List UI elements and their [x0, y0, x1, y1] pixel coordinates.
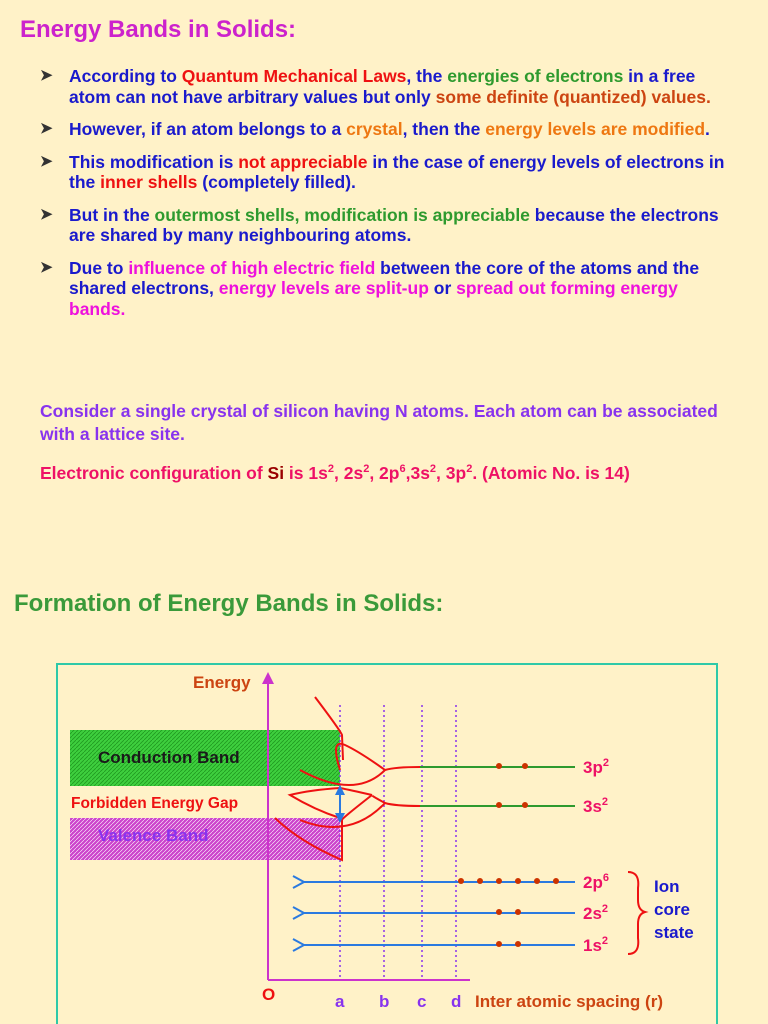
level-label-sup: 2 [601, 903, 609, 915]
config-superscript: 6 [399, 463, 406, 475]
bullet-text-segment: because the electrons are shared by many neighbouring atoms. [69, 204, 719, 245]
bullet-text-segment: Quantum Mechanical Laws [181, 66, 407, 86]
bullet-text-segment: (completely filled). [197, 172, 356, 192]
y-axis-label: Energy [193, 673, 251, 692]
level-label-sup: 2 [601, 935, 609, 947]
bullet-text-segment: energy levels are modified [485, 119, 706, 139]
x-axis-label: Inter atomic spacing (r) [475, 992, 663, 1011]
config-superscript: 2 [363, 463, 370, 475]
bullet-text-segment: inner shells [100, 172, 198, 192]
spacing-label-b: b [379, 992, 390, 1011]
config-text: ,3s [405, 462, 430, 483]
level-label-text: 1s [583, 936, 602, 955]
element-symbol: Si [267, 462, 285, 483]
bullet-text-segment: , then the [402, 119, 486, 139]
bullet-arrow-icon: ➤ [40, 152, 53, 170]
electron-dot [496, 878, 502, 884]
bullet-text-segment: not appreciable [238, 151, 368, 172]
spacing-label-a: a [335, 992, 345, 1011]
level-label-text: 3p [583, 758, 603, 777]
bullet-text-segment: This modification is [69, 151, 239, 172]
bullet-text-segment: energies of electrons [447, 66, 624, 86]
bullet-text-segment: However, if an atom belongs to a [69, 119, 347, 139]
level-label-text: 3s [583, 797, 602, 816]
bullet-text-segment: But in the [69, 204, 155, 225]
electron-dot [515, 941, 521, 947]
bullet-text-segment: spread out forming energy bands. [69, 278, 678, 319]
level-label-text: 2p [583, 873, 603, 892]
bullet-text-segment: outermost shells, modification is appreciable [154, 204, 530, 225]
config-text: , 3p [436, 462, 467, 483]
bullet-arrow-icon: ➤ [40, 67, 53, 84]
config-prefix: Electronic configuration of [40, 462, 268, 483]
electron-dot [496, 941, 502, 947]
spacing-label-c: c [417, 992, 427, 1011]
config-text: . (Atomic No. is 14) [472, 462, 630, 483]
conduction-band-label: Conduction Band [98, 748, 240, 767]
bullet-text-segment: Due to [69, 257, 129, 278]
bullet-text-segment: some definite (quantized) values. [435, 86, 711, 107]
bullet-text-segment: energy levels are split-up [218, 278, 429, 298]
page-title: Energy Bands in Solids: [20, 16, 297, 43]
bullet-text-segment: in a free atom can not have arbitrary values but only [69, 66, 696, 107]
core-state-word: core [654, 900, 690, 919]
bullet-text-segment: or [428, 278, 457, 298]
bullet-arrow-icon: ➤ [40, 205, 53, 223]
electron-dot [522, 802, 528, 808]
electron-dot [515, 909, 521, 915]
valence-band-label: Valence Band [98, 826, 209, 845]
config-superscript: 2 [466, 463, 473, 475]
bullet-text-segment: . [705, 119, 710, 139]
bullet-arrow-icon: ➤ [40, 120, 53, 137]
config-text: is 1s [284, 462, 328, 483]
electron-dot [515, 878, 521, 884]
bullet-arrow-icon: ➤ [40, 258, 53, 276]
electron-dot [458, 878, 464, 884]
level-label-sup: 2 [602, 757, 609, 769]
core-state-word: Ion [654, 877, 680, 896]
bullet-text-segment: influence of high electric field [128, 257, 376, 278]
electron-dot [553, 878, 559, 884]
forbidden-gap-label: Forbidden Energy Gap [71, 795, 239, 812]
bullet-text-segment: According to [69, 66, 182, 86]
electron-dot [534, 878, 540, 884]
config-superscript: 2 [429, 463, 437, 475]
level-label-sup: 6 [602, 872, 609, 884]
electron-dot [522, 763, 528, 769]
bullet-text-segment: between the core of the atoms and the shared electrons, [69, 257, 700, 298]
electron-dot [477, 878, 483, 884]
level-label-sup: 2 [601, 796, 609, 808]
bullet-text-segment: , the [406, 66, 448, 86]
electron-dot [496, 763, 502, 769]
section-title: Formation of Energy Bands in Solids: [14, 590, 444, 617]
config-text: , 2p [369, 462, 400, 483]
origin-label: O [262, 985, 276, 1004]
electron-dot [496, 909, 502, 915]
spacing-label-d: d [451, 992, 462, 1011]
config-text: , 2s [333, 462, 364, 483]
bullet-text-segment: in the case of energy levels of electrons in the [69, 151, 725, 192]
level-label-text: 2s [583, 904, 602, 923]
silicon-crystal-paragraph: Consider a single crystal of silicon having N atoms. Each atom can be associated with a lattice site. [40, 401, 718, 444]
config-superscript: 2 [327, 463, 334, 475]
bullet-text-segment: crystal [346, 119, 403, 139]
core-state-word: state [654, 923, 694, 942]
electron-dot [496, 802, 502, 808]
